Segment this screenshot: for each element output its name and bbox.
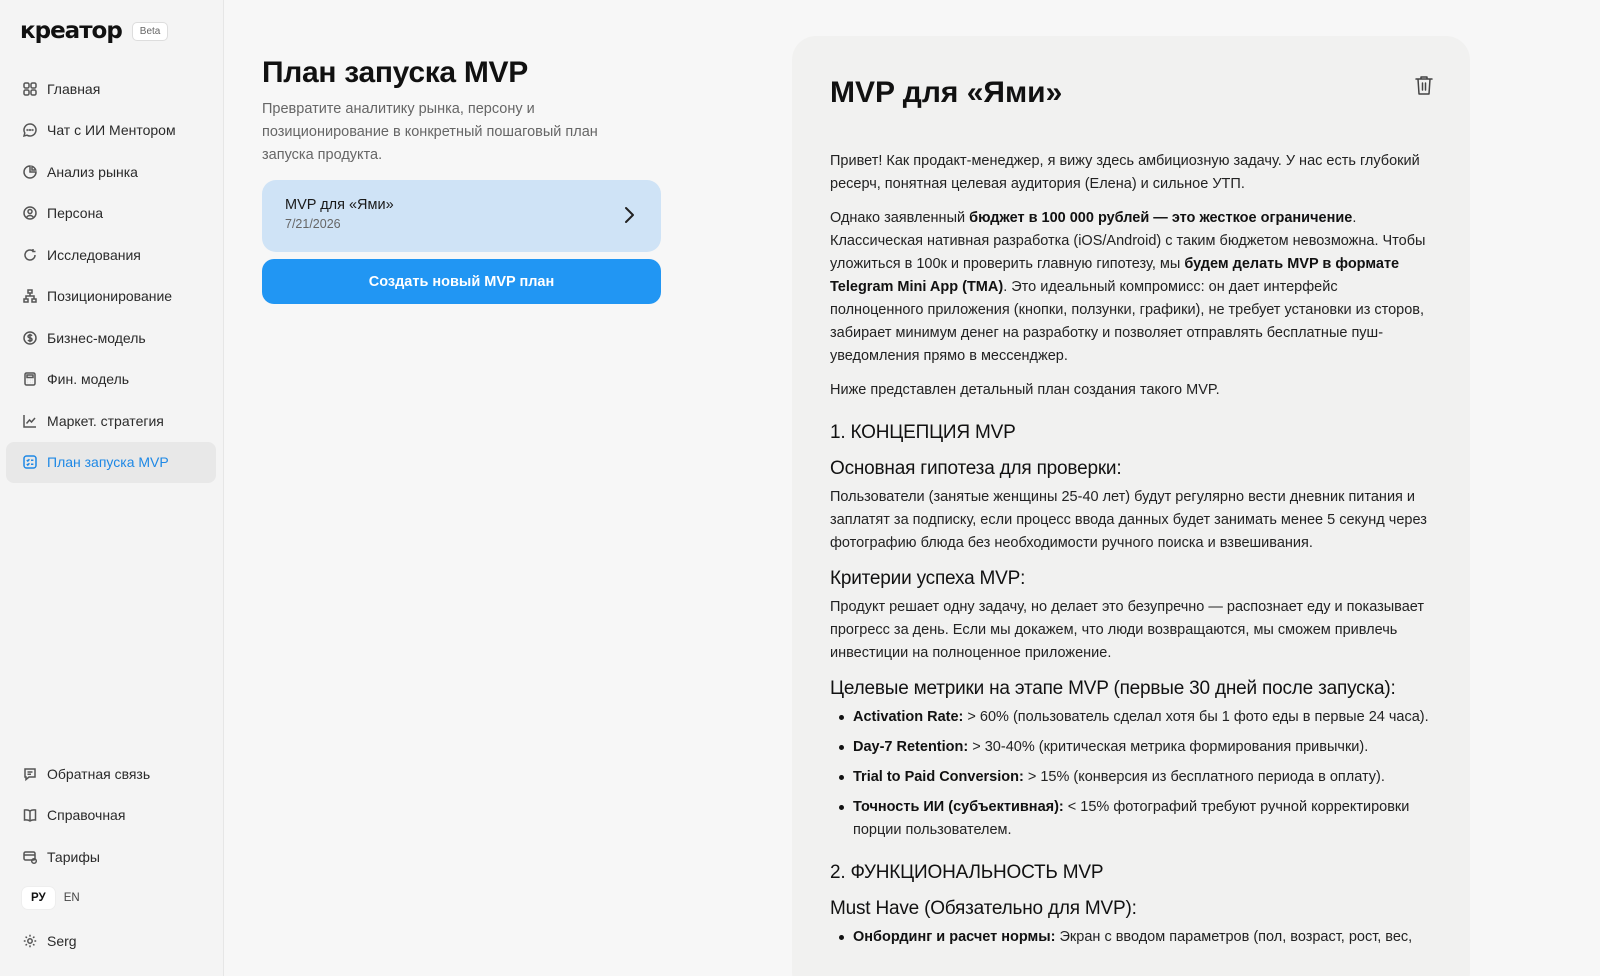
sidebar-item-feedback[interactable] xyxy=(6,753,216,795)
feature-text: Экран с вводом параметров (пол, возраст, рост, вес, xyxy=(1055,929,1413,945)
sidebar-item-label: Справочная xyxy=(47,807,126,824)
must-have-list xyxy=(830,926,1435,949)
list-item xyxy=(830,706,1435,729)
sidebar-item-market[interactable] xyxy=(6,151,216,193)
metric-name: Trial to Paid Conversion: xyxy=(853,769,1024,785)
language-switcher xyxy=(22,887,89,909)
list-item xyxy=(830,796,1435,842)
lang-en-button[interactable]: EN xyxy=(63,892,80,904)
hypothesis-paragraph: Пользователи (занятые женщины 25-40 лет) будут регулярно вести дневник питания и заплатят за подписку, если процесс ввода данных будет занимать менее 5 секунд через фотографию блюда без необходимости ручного поиска и взвешивания. xyxy=(830,489,1427,551)
sidebar-item-tariffs[interactable] xyxy=(6,836,216,878)
sidebar-item-marketing[interactable] xyxy=(6,400,216,442)
subheading-metrics: Целевые метрики на этапе MVP (первые 30 дней после запуска): xyxy=(830,678,1396,699)
sidebar-item-label: Исследования xyxy=(47,246,141,263)
metric-text: > 60% (пользователь сделал хотя бы 1 фото еды в первые 24 часа). xyxy=(963,709,1429,725)
sidebar-item-label: Персона xyxy=(47,205,104,222)
dollar-icon xyxy=(22,330,38,346)
feedback-icon xyxy=(22,766,38,782)
calculator-icon xyxy=(22,371,38,387)
feature-name: Онбординг и расчет нормы: xyxy=(853,929,1056,945)
sidebar-bottom-nav xyxy=(6,753,216,878)
text-run: . Это идеальный компромисс: он дает интерфейс полноценного приложения (кнопки, ползунки, графики), не требует установки из сторов, забирает минимум денег на разработку и позволяет отправлять бесплатные пуш-уведомления прямо в мессенджер. xyxy=(830,279,1425,364)
sidebar-item-label: План запуска MVP xyxy=(47,454,169,471)
sidebar-item-label: Тарифы xyxy=(47,848,100,865)
sidebar-item-persona[interactable] xyxy=(6,193,216,235)
metrics-list xyxy=(830,706,1435,842)
sidebar-item-home[interactable] xyxy=(6,68,216,110)
section-heading-functionality: 2. ФУНКЦИОНАЛЬНОСТЬ MVP xyxy=(830,862,1104,883)
document-body xyxy=(830,150,1435,956)
plan-card-date: 7/21/2026 xyxy=(285,217,341,231)
text-run: . Классическая нативная разработка (iOS/Android) с таким бюджетом невозможна. Чтобы уложиться в 100к и проверить главную гипотезу, мы xyxy=(830,210,1426,272)
metric-name: Activation Rate: xyxy=(853,709,964,725)
sidebar-item-label: Анализ рынка xyxy=(47,163,138,180)
list-item xyxy=(830,926,1435,949)
create-mvp-plan-button[interactable]: Создать новый MVP план xyxy=(262,259,661,304)
list-item xyxy=(830,736,1435,759)
sidebar-item-label: Обратная связь xyxy=(47,765,151,782)
sidebar-item-positioning[interactable] xyxy=(6,276,216,318)
gear-icon xyxy=(22,933,38,949)
subheading-criteria: Критерии успеха MVP: xyxy=(830,568,1026,589)
metric-text: > 15% (конверсия из бесплатного периода в оплату). xyxy=(1023,769,1385,785)
section-heading-concept: 1. КОНЦЕПЦИЯ MVP xyxy=(830,422,1016,443)
sidebar-item-user[interactable] xyxy=(6,920,216,962)
sidebar-item-label: Чат с ИИ Ментором xyxy=(47,122,176,139)
logo[interactable]: креатор xyxy=(20,18,122,44)
user-circle-icon xyxy=(22,205,38,221)
plan-intro-paragraph: Ниже представлен детальный план создания такого MVP. xyxy=(830,382,1220,398)
mvp-document-panel xyxy=(792,36,1470,976)
sidebar-item-label: Фин. модель xyxy=(47,371,130,388)
lang-ru-button[interactable]: РУ xyxy=(22,887,55,909)
budget-paragraph xyxy=(830,207,1435,368)
sidebar-item-fin-model[interactable] xyxy=(6,359,216,401)
plan-card-title: MVP для «Ями» xyxy=(285,197,394,213)
metric-name: Точность ИИ (субъективная): xyxy=(853,799,1064,815)
criteria-paragraph: Продукт решает одну задачу, но делает это безупречно — распознает еду и показывает прогресс за день. Если мы докажем, что люди возвращаются, мы сможем привлечь инвестиции на полноценное приложение. xyxy=(830,599,1424,661)
sidebar-item-label: Маркет. стратегия xyxy=(47,412,164,429)
pie-chart-icon xyxy=(22,164,38,180)
sidebar-item-label: Позиционирование xyxy=(47,288,173,305)
chat-icon xyxy=(22,122,38,138)
logo-row xyxy=(20,18,168,44)
sidebar-item-label: Бизнес-модель xyxy=(47,329,146,346)
bold-run: будем делать MVP в формате Telegram Mini App (TMA) xyxy=(830,256,1400,295)
trending-icon xyxy=(22,413,38,429)
metric-name: Day-7 Retention: xyxy=(853,739,969,755)
sidebar-item-label: Главная xyxy=(47,80,101,97)
subheading-must-have: Must Have (Обязательно для MVP): xyxy=(830,898,1137,919)
sidebar-item-chat[interactable] xyxy=(6,110,216,152)
checklist-icon xyxy=(22,454,38,470)
sidebar-nav xyxy=(6,68,216,483)
sidebar-item-mvp-plan[interactable] xyxy=(6,442,216,484)
sidebar xyxy=(0,0,224,976)
tariff-icon xyxy=(22,849,38,865)
user-name: Serg xyxy=(47,932,77,949)
sidebar-item-business-model[interactable] xyxy=(6,317,216,359)
intro-paragraph: Привет! Как продакт-менеджер, я вижу здесь амбициозную задачу. У нас есть глубокий ресерч, понятная целевая аудитория (Елена) и сильное УТП. xyxy=(830,153,1420,192)
chevron-right-icon xyxy=(623,206,635,224)
metric-text: > 30-40% (критическая метрика формирования привычки). xyxy=(968,739,1369,755)
metric-text: < 15% фотографий требуют ручной корректировки порции пользователем. xyxy=(853,799,1410,838)
document-title: MVP для «Ями» xyxy=(830,76,1063,109)
grid-icon xyxy=(22,81,38,97)
text-run: Однако заявленный xyxy=(830,210,970,226)
sidebar-item-help[interactable] xyxy=(6,795,216,837)
plan-card[interactable] xyxy=(262,180,661,252)
trash-icon[interactable] xyxy=(1414,74,1434,96)
book-icon xyxy=(22,807,38,823)
sidebar-item-research[interactable] xyxy=(6,234,216,276)
beta-badge: Beta xyxy=(132,22,169,41)
page-title: План запуска MVP xyxy=(262,56,528,89)
bold-run: бюджет в 100 000 рублей — это жесткое ограничение xyxy=(969,210,1353,226)
hierarchy-icon xyxy=(22,288,38,304)
user-menu xyxy=(6,920,216,962)
page-description: Превратите аналитику рынка, персону и позиционирование в конкретный пошаговый план запуска продукта. xyxy=(262,101,598,163)
refresh-icon xyxy=(22,247,38,263)
subheading-hypothesis: Основная гипотеза для проверки: xyxy=(830,458,1122,479)
list-item xyxy=(830,766,1435,789)
